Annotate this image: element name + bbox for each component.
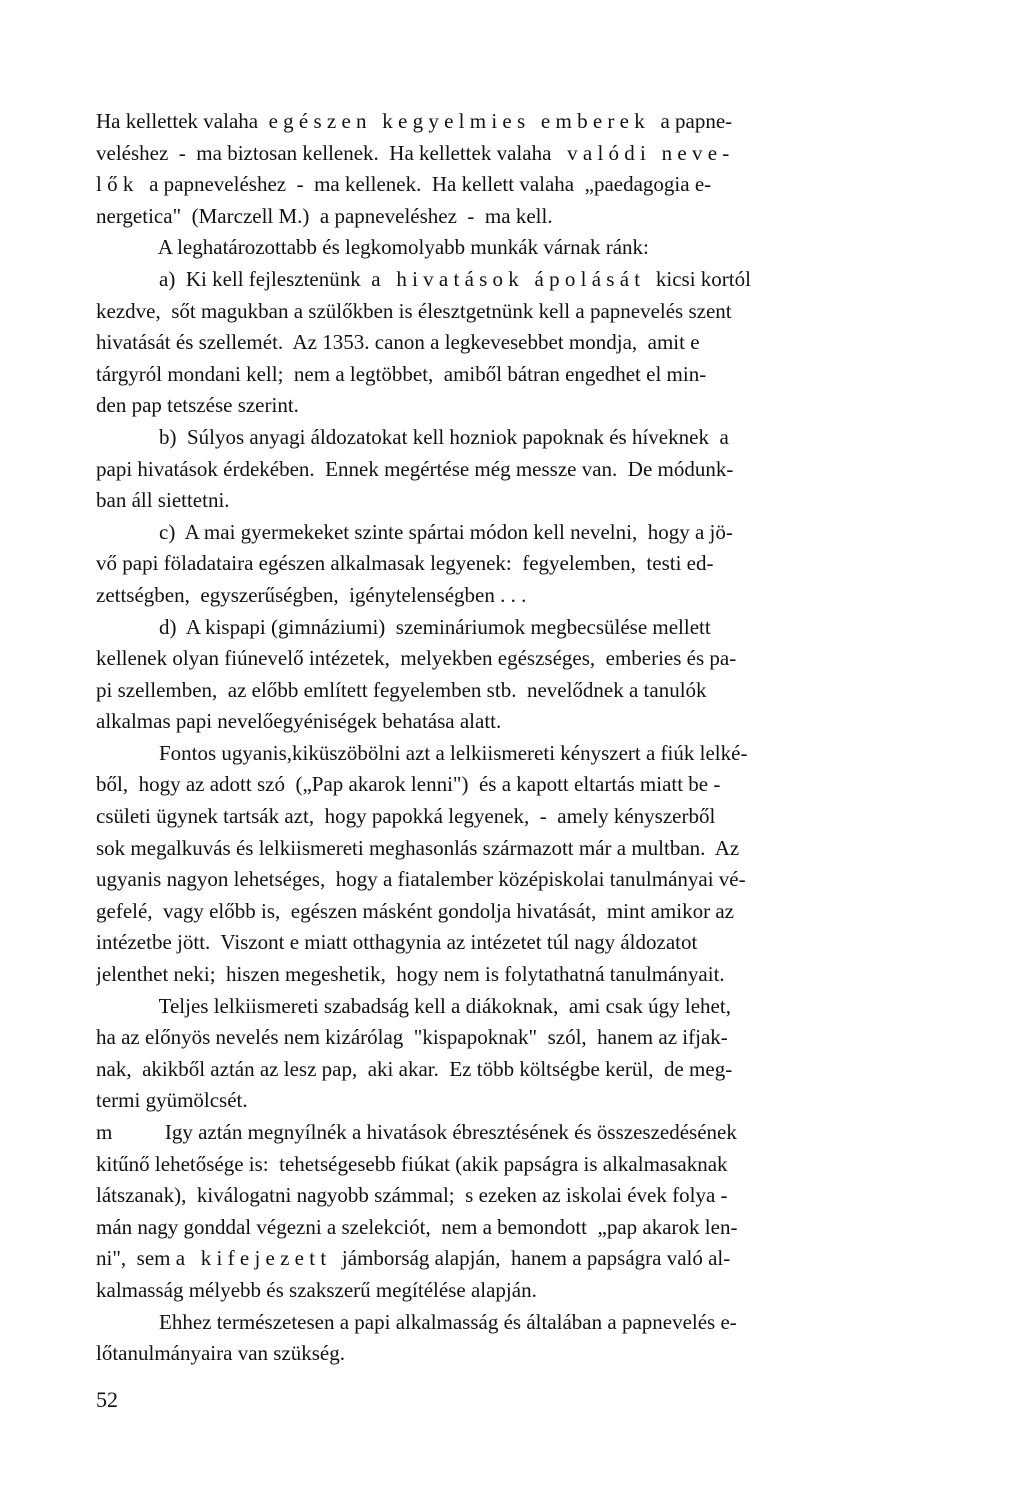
text-line: intézetbe jött. Viszont e miatt otthagynia az intézetet túl nagy áldozatot [96,930,698,955]
text-line: kezdve, sőt magukban a szülőkben is élesztgetnünk kell a papnevelés szent [96,298,732,323]
text-line: kalmasság mélyebb és szakszerű megítélése alapján. [96,1277,537,1302]
text-line: lőtanulmányaira van szükség. [96,1341,346,1366]
text-line: termi gyümölcsét. [96,1088,248,1113]
text-line: Teljes lelkiismereti szabadság kell a diákoknak, ami csak úgy lehet, [96,993,731,1018]
text-line: ha az előnyös nevelés nem kizárólag "kispapoknak" szól, hanem az ifjak- [96,1025,728,1050]
text-line: ni", sem a k i f e j e z e t t jámborság alapján, hanem a papságra való al- [96,1246,731,1271]
text-line: papi hivatások érdekében. Ennek megértése még messze van. De módunk- [96,456,734,481]
text-line: a) Ki kell fejlesztenünk a h i v a t á s o k á p o l á s á t kicsi kortól [96,266,751,291]
text-line: csületi ügynek tartsák azt, hogy papokká legyenek, - amely kényszerből [96,804,716,829]
text-line: l ő k a papneveléshez - ma kellenek. Ha kellett valaha „paedagogia e- [96,172,712,197]
text-line: m Igy aztán megnyílnék a hivatások ébresztésének és összeszedésének [96,1120,737,1144]
text-line: mán nagy gonddal végezni a szelekciót, nem a bemondott „pap akarok len- [96,1214,738,1239]
body-text [96,106,926,1370]
text-line: ban áll siettetni. [96,488,230,513]
text-line: alkalmas papi nevelőegyéniségek behatása alatt. [96,709,502,734]
text-line: nergetica" (Marczell M.) a papneveléshez - ma kell. [96,203,553,228]
text-line: gefelé, vagy előbb is, egészen másként gondolja hivatását, mint amikor az [96,898,734,923]
text-line: c) A mai gyermekeket szinte spártai módon kell nevelni, hogy a jö- [96,519,733,544]
text-line: Ehhez természetesen a papi alkalmasság és általában a papnevelés e- [96,1309,737,1334]
text-line: Fontos ugyanis,kiküszöbölni azt a lelkiismereti kényszert a fiúk lelké- [96,740,748,765]
text-line: tárgyról mondani kell; nem a legtöbbet, amiből bátran engedhet el min- [96,361,707,386]
text-line: jelenthet neki; hiszen megeshetik, hogy nem is folytathatná tanulmányait. [96,962,725,987]
text-line: nak, akikből aztán az lesz pap, aki akar. Ez több költségbe kerül, de meg- [96,1056,733,1081]
text-line: Ha kellettek valaha e g é s z e n k e g y e l m i e s e m b e r e k a papne- [96,109,733,133]
text-line: zettségben, egyszerűségben, igénytelenségben . . . [96,582,527,607]
text-line: látszanak), kiválogatni nagyobb számmal; s ezeken az iskolai évek folya - [96,1183,728,1208]
text-line: vő papi föladataira egészen alkalmasak legyenek: fegyelemben, testi ed- [96,551,714,576]
text-line: veléshez - ma biztosan kellenek. Ha kellettek valaha v a l ó d i n e v e - [96,140,730,165]
text-line: A leghatározottabb és legkomolyabb munkák várnak ránk: [96,235,649,260]
text-line: b) Súlyos anyagi áldozatokat kell hozniok papoknak és híveknek a [96,424,729,449]
text-line: den pap tetszése szerint. [96,393,299,418]
text-line: sok megalkuvás és lelkiismereti meghasonlás származott már a multban. Az [96,835,740,860]
text-line: kellenek olyan fiúnevelő intézetek, melyekben egészséges, emberies és pa- [96,646,737,671]
text-line: ugyanis nagyon lehetséges, hogy a fiatalember középiskolai tanulmányai vé- [96,867,746,892]
text-line: hivatását és szellemét. Az 1353. canon a legkevesebbet mondja, amit e [96,330,700,355]
text-line: kitűnő lehetősége is: tehetségesebb fiúkat (akik papságra is alkalmasaknak [96,1151,728,1176]
text-line: d) A kispapi (gimnáziumi) szemináriumok megbecsülése mellett [96,614,711,639]
text-line: ből, hogy az adott szó („Pap akarok lenni") és a kapott eltartás miatt be - [96,772,721,797]
page-number: 52 [96,1387,118,1412]
text-line: pi szellemben, az előbb említett fegyelemben stb. nevelődnek a tanulók [96,677,707,702]
